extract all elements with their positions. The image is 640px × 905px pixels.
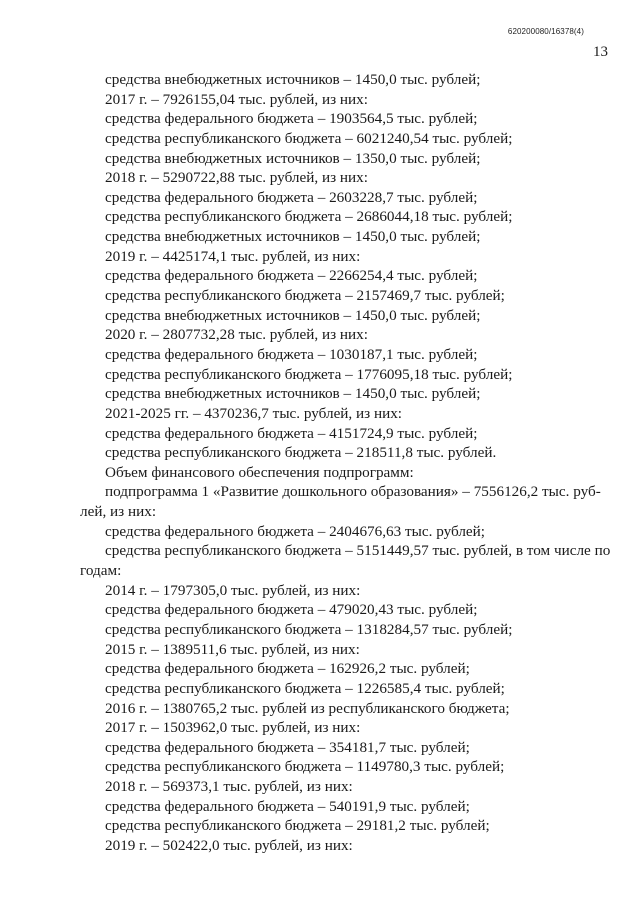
- text-line: средства внебюджетных источников – 1450,0 тыс. рублей;: [105, 385, 481, 403]
- document-code: 620200080/16378(4): [507, 27, 584, 36]
- text-line: средства республиканского бюджета – 218511,8 тыс. рублей.: [105, 444, 497, 462]
- text-line: 2018 г. – 5290722,88 тыс. рублей, из них:: [105, 169, 368, 187]
- text-line: средства республиканского бюджета – 5151449,57 тыс. рублей, в том числе по: [105, 542, 611, 560]
- text-line: средства федерального бюджета – 4151724,9 тыс. рублей;: [105, 424, 478, 442]
- text-line: 2016 г. – 1380765,2 тыс. рублей из республиканского бюджета;: [105, 699, 510, 717]
- text-line: 2018 г. – 569373,1 тыс. рублей, из них:: [105, 778, 353, 796]
- text-line: средства республиканского бюджета – 1149780,3 тыс. рублей;: [105, 758, 505, 776]
- text-line: 2019 г. – 4425174,1 тыс. рублей, из них:: [105, 247, 361, 265]
- text-line: 2015 г. – 1389511,6 тыс. рублей, из них:: [105, 640, 360, 658]
- text-line: средства федерального бюджета – 162926,2 тыс. рублей;: [105, 660, 470, 678]
- document-body: [80, 70, 610, 856]
- text-line: 2017 г. – 7926155,04 тыс. рублей, из них:: [105, 90, 368, 108]
- text-line: средства республиканского бюджета – 1226585,4 тыс. рублей;: [105, 679, 505, 697]
- text-line: средства федерального бюджета – 2266254,4 тыс. рублей;: [105, 267, 478, 285]
- text-line: средства федерального бюджета – 540191,9 тыс. рублей;: [105, 797, 470, 815]
- text-line: средства внебюджетных источников – 1450,0 тыс. рублей;: [105, 306, 481, 324]
- text-line: средства федерального бюджета – 2404676,63 тыс. рублей;: [105, 522, 486, 540]
- text-line: средства федерального бюджета – 1903564,5 тыс. рублей;: [105, 110, 478, 128]
- text-line: средства республиканского бюджета – 29181,2 тыс. рублей;: [105, 817, 490, 835]
- text-line: 2019 г. – 502422,0 тыс. рублей, из них:: [105, 836, 353, 854]
- text-line: средства федерального бюджета – 2603228,7 тыс. рублей;: [105, 188, 478, 206]
- text-line: средства федерального бюджета – 1030187,1 тыс. рублей;: [105, 345, 478, 363]
- text-line: средства внебюджетных источников – 1450,0 тыс. рублей;: [105, 228, 481, 246]
- text-line: средства внебюджетных источников – 1450,0 тыс. рублей;: [105, 71, 481, 88]
- text-line: 2014 г. – 1797305,0 тыс. рублей, из них:: [105, 581, 361, 599]
- page-number: 13: [593, 44, 608, 60]
- text-line: средства республиканского бюджета – 1318284,57 тыс. рублей;: [105, 620, 513, 638]
- text-line: 2020 г. – 2807732,28 тыс. рублей, из них:: [105, 326, 368, 344]
- text-line: Объем финансового обеспечения подпрограмм:: [105, 463, 414, 481]
- text-line: 2017 г. – 1503962,0 тыс. рублей, из них:: [105, 719, 361, 737]
- text-line: средства федерального бюджета – 354181,7 тыс. рублей;: [105, 738, 470, 756]
- text-line: 2021-2025 гг. – 4370236,7 тыс. рублей, из них:: [105, 404, 403, 422]
- text-line: средства республиканского бюджета – 6021240,54 тыс. рублей;: [105, 129, 513, 147]
- text-line: средства федерального бюджета – 479020,43 тыс. рублей;: [105, 601, 478, 619]
- text-line: подпрограмма 1 «Развитие дошкольного образования» – 7556126,2 тыс. руб-: [105, 483, 601, 501]
- text-line: средства республиканского бюджета – 1776095,18 тыс. рублей;: [105, 365, 513, 383]
- text-line: средства республиканского бюджета – 2686044,18 тыс. рублей;: [105, 208, 513, 226]
- text-line: лей, из них:: [80, 503, 157, 521]
- text-line: средства республиканского бюджета – 2157469,7 тыс. рублей;: [105, 287, 505, 305]
- text-line: годам:: [80, 562, 122, 580]
- text-line: средства внебюджетных источников – 1350,0 тыс. рублей;: [105, 149, 481, 167]
